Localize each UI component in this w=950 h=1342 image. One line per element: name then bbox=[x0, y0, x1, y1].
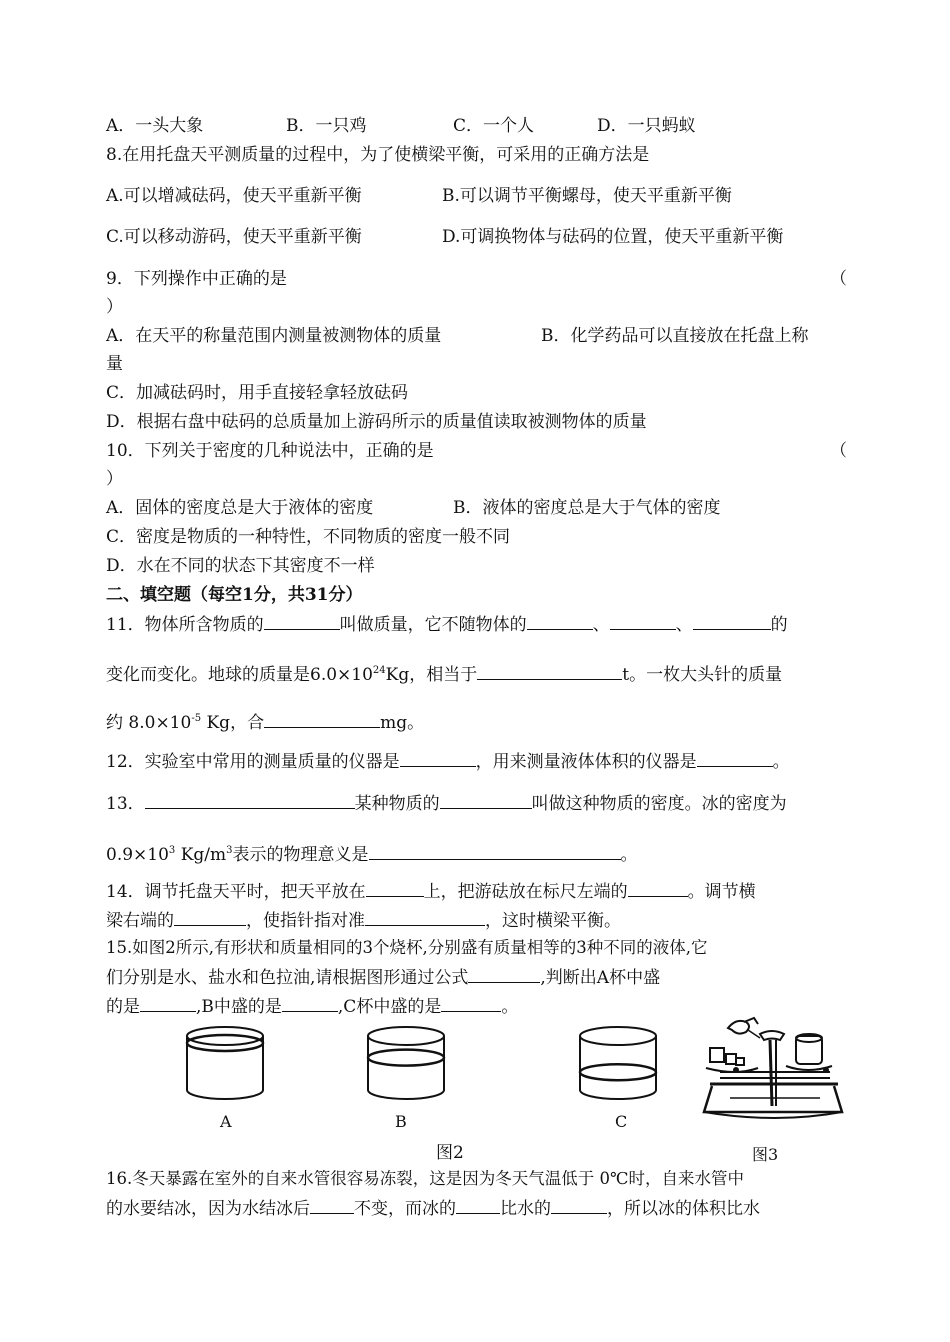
q13-text-6: 表示的物理意义是 bbox=[232, 845, 369, 865]
answer-blank[interactable] bbox=[400, 750, 476, 767]
q14-line1 bbox=[106, 880, 756, 903]
q7-option-c: C．一个人 bbox=[453, 116, 535, 136]
q12-text-3: 。 bbox=[772, 752, 790, 772]
q11-text-4: 变化而变化。地球的质量是6.0×10 bbox=[106, 665, 373, 685]
q9-option-a: A．在天平的称量范围内测量被测物体的质量 bbox=[106, 326, 442, 346]
q11-line2 bbox=[106, 660, 782, 686]
q14-text-4: 梁右端的 bbox=[106, 911, 174, 931]
q11-text-3: 的 bbox=[770, 615, 788, 635]
q16-text-3: 比水的 bbox=[500, 1199, 551, 1219]
beaker-c-figure bbox=[576, 1024, 676, 1104]
exponent: -5 bbox=[191, 713, 202, 724]
answer-blank[interactable] bbox=[610, 613, 676, 630]
q14-text-5: ，使指针指对准 bbox=[246, 911, 365, 931]
q13-text-1: 13． bbox=[106, 794, 145, 814]
q10-stem: 10．下列关于密度的几种说法中，正确的是 bbox=[106, 441, 434, 461]
q16-line1: 16.冬天暴露在室外的自来水管很容易冻裂，这是因为冬天气温低于 0℃时，自来水管中 bbox=[106, 1169, 744, 1188]
q15-line1: 15.如图2所示,有形状和质量相同的3个烧杯,分别盛有质量相等的3种不同的液体,它 bbox=[106, 938, 708, 957]
answer-blank[interactable] bbox=[145, 792, 355, 809]
q8-option-a: A.可以增减砝码，使天平重新平衡 bbox=[106, 186, 362, 206]
q12-line bbox=[106, 750, 790, 773]
q7-option-a: A．一头大象 bbox=[106, 116, 204, 136]
q9-option-d: D．根据右盘中砝码的总质量加上游码所示的质量值读取被测物体的质量 bbox=[106, 412, 647, 432]
q13-text-7: 。 bbox=[620, 845, 638, 865]
q10-option-a: A．固体的密度总是大于液体的密度 bbox=[106, 498, 374, 518]
q9-paren-open: （ bbox=[830, 269, 847, 289]
q14-text-6: ，这时横梁平衡。 bbox=[485, 911, 621, 931]
q8-stem: 8.在用托盘天平测质量的过程中，为了使横梁平衡，可采用的正确方法是 bbox=[106, 145, 650, 165]
q10-option-d: D．水在不同的状态下其密度不一样 bbox=[106, 556, 375, 576]
answer-blank[interactable] bbox=[282, 995, 338, 1012]
q11-line3 bbox=[106, 708, 424, 734]
q13-text-3: 叫做这种物质的密度。冰的密度为 bbox=[531, 794, 787, 814]
q15-text-2: ,判断出A杯中盛 bbox=[540, 968, 661, 988]
q10-option-c: C．密度是物质的一种特性，不同物质的密度一般不同 bbox=[106, 527, 511, 547]
q10-paren-open: （ bbox=[830, 441, 847, 461]
beaker-b-figure bbox=[364, 1024, 464, 1104]
q16-text-1: 的水要结冰，因为水结冰后 bbox=[106, 1199, 310, 1219]
section-title: 二、填空题（每空1分，共31分） bbox=[106, 585, 363, 605]
q9-option-b: B．化学药品可以直接放在托盘上称 bbox=[541, 326, 809, 346]
q8-option-d: D.可调换物体与砝码的位置，使天平重新平衡 bbox=[442, 227, 784, 247]
q16-text-2: 不变，而冰的 bbox=[354, 1199, 456, 1219]
q11-text-8: Kg，合 bbox=[201, 713, 265, 733]
q15-text-6: 。 bbox=[501, 997, 519, 1017]
q16-line2 bbox=[106, 1197, 760, 1220]
q9-option-b-wrap: 量 bbox=[106, 354, 123, 374]
q14-text-3: 。调节横 bbox=[687, 882, 756, 902]
q11-text-1: 11．物体所含物质的 bbox=[106, 615, 264, 635]
q16-text-4: ，所以冰的体积比水 bbox=[607, 1199, 760, 1219]
exponent: 3 bbox=[226, 845, 233, 856]
q11-line1 bbox=[106, 613, 788, 636]
q12-text-1: 12．实验室中常用的测量质量的仪器是 bbox=[106, 752, 400, 772]
beaker-label-c: C bbox=[615, 1112, 628, 1131]
answer-blank[interactable] bbox=[365, 909, 485, 926]
q9-stem: 9．下列操作中正确的是 bbox=[106, 269, 287, 289]
q9-paren-close: ） bbox=[106, 297, 123, 317]
q15-text-1: 们分别是水、盐水和色拉油,请根据图形通过公式 bbox=[106, 968, 469, 988]
q11-text-5: Kg，相当于 bbox=[385, 665, 478, 685]
answer-blank[interactable] bbox=[468, 966, 540, 983]
q12-text-2: ，用来测量液体体积的仪器是 bbox=[475, 752, 697, 772]
answer-blank[interactable] bbox=[628, 880, 688, 897]
answer-blank[interactable] bbox=[456, 1197, 500, 1214]
exponent: 3 bbox=[168, 845, 176, 856]
beaker-label-a: A bbox=[220, 1112, 232, 1131]
answer-blank[interactable] bbox=[366, 880, 424, 897]
q8-option-b: B.可以调节平衡螺母，使天平重新平衡 bbox=[442, 186, 732, 206]
q9-option-c: C．加减砝码时，用手直接轻拿轻放砝码 bbox=[106, 383, 409, 403]
liquid-surface bbox=[580, 1064, 656, 1080]
q7-option-b: B．一只鸡 bbox=[286, 116, 367, 136]
q14-text-1: 14．调节托盘天平时，把天平放在 bbox=[106, 882, 366, 902]
q8-option-c: C.可以移动游码，使天平重新平衡 bbox=[106, 227, 362, 247]
answer-blank[interactable] bbox=[310, 1197, 354, 1214]
q11-text-9: mg。 bbox=[380, 713, 425, 733]
answer-blank[interactable] bbox=[477, 663, 622, 680]
exponent: 24 bbox=[372, 665, 386, 676]
q13-text-2: 某种物质的 bbox=[354, 794, 440, 814]
q11-text-7: 约 8.0×10 bbox=[106, 713, 192, 733]
liquid-surface bbox=[368, 1050, 444, 1066]
q14-line2 bbox=[106, 909, 621, 932]
q15-text-4: ,B中盛的是 bbox=[196, 997, 282, 1017]
answer-blank[interactable] bbox=[441, 995, 501, 1012]
q13-text-4: 0.9×10 bbox=[106, 845, 169, 865]
beaker-a-figure bbox=[180, 1024, 280, 1104]
q14-text-2: 上，把游砝放在标尺左端的 bbox=[423, 882, 628, 902]
answer-blank[interactable] bbox=[551, 1197, 607, 1214]
figure-2-caption: 图2 bbox=[436, 1143, 464, 1163]
q7-option-d: D．一只蚂蚁 bbox=[597, 116, 696, 136]
answer-blank[interactable] bbox=[440, 792, 532, 809]
q15-line3 bbox=[106, 995, 518, 1018]
q13-text-5: Kg/m bbox=[175, 845, 227, 865]
answer-blank[interactable] bbox=[527, 613, 593, 630]
q15-text-3: 的是 bbox=[106, 997, 140, 1017]
q11-sep: 、 bbox=[592, 615, 610, 635]
answer-blank[interactable] bbox=[264, 613, 340, 630]
answer-blank[interactable] bbox=[264, 711, 380, 728]
answer-blank[interactable] bbox=[369, 843, 621, 860]
q11-text-6: t。一枚大头针的质量 bbox=[622, 665, 783, 685]
q13-line2 bbox=[106, 840, 638, 866]
beaker-label-b: B bbox=[395, 1112, 407, 1131]
answer-blank[interactable] bbox=[140, 995, 196, 1012]
q15-line2 bbox=[106, 966, 660, 989]
answer-blank[interactable] bbox=[697, 750, 773, 767]
balance-scale-illustration bbox=[700, 1006, 850, 1136]
q11-sep: 、 bbox=[675, 615, 693, 635]
q15-text-5: ,C杯中盛的是 bbox=[337, 997, 442, 1017]
figure-3-caption: 图3 bbox=[752, 1145, 779, 1164]
answer-blank[interactable] bbox=[693, 613, 771, 630]
q11-text-2: 叫做质量，它不随物体的 bbox=[339, 615, 527, 635]
q10-option-b: B．液体的密度总是大于气体的密度 bbox=[453, 498, 721, 518]
q13-line1 bbox=[106, 792, 787, 815]
answer-blank[interactable] bbox=[174, 909, 246, 926]
q10-paren-close: ） bbox=[106, 469, 123, 489]
